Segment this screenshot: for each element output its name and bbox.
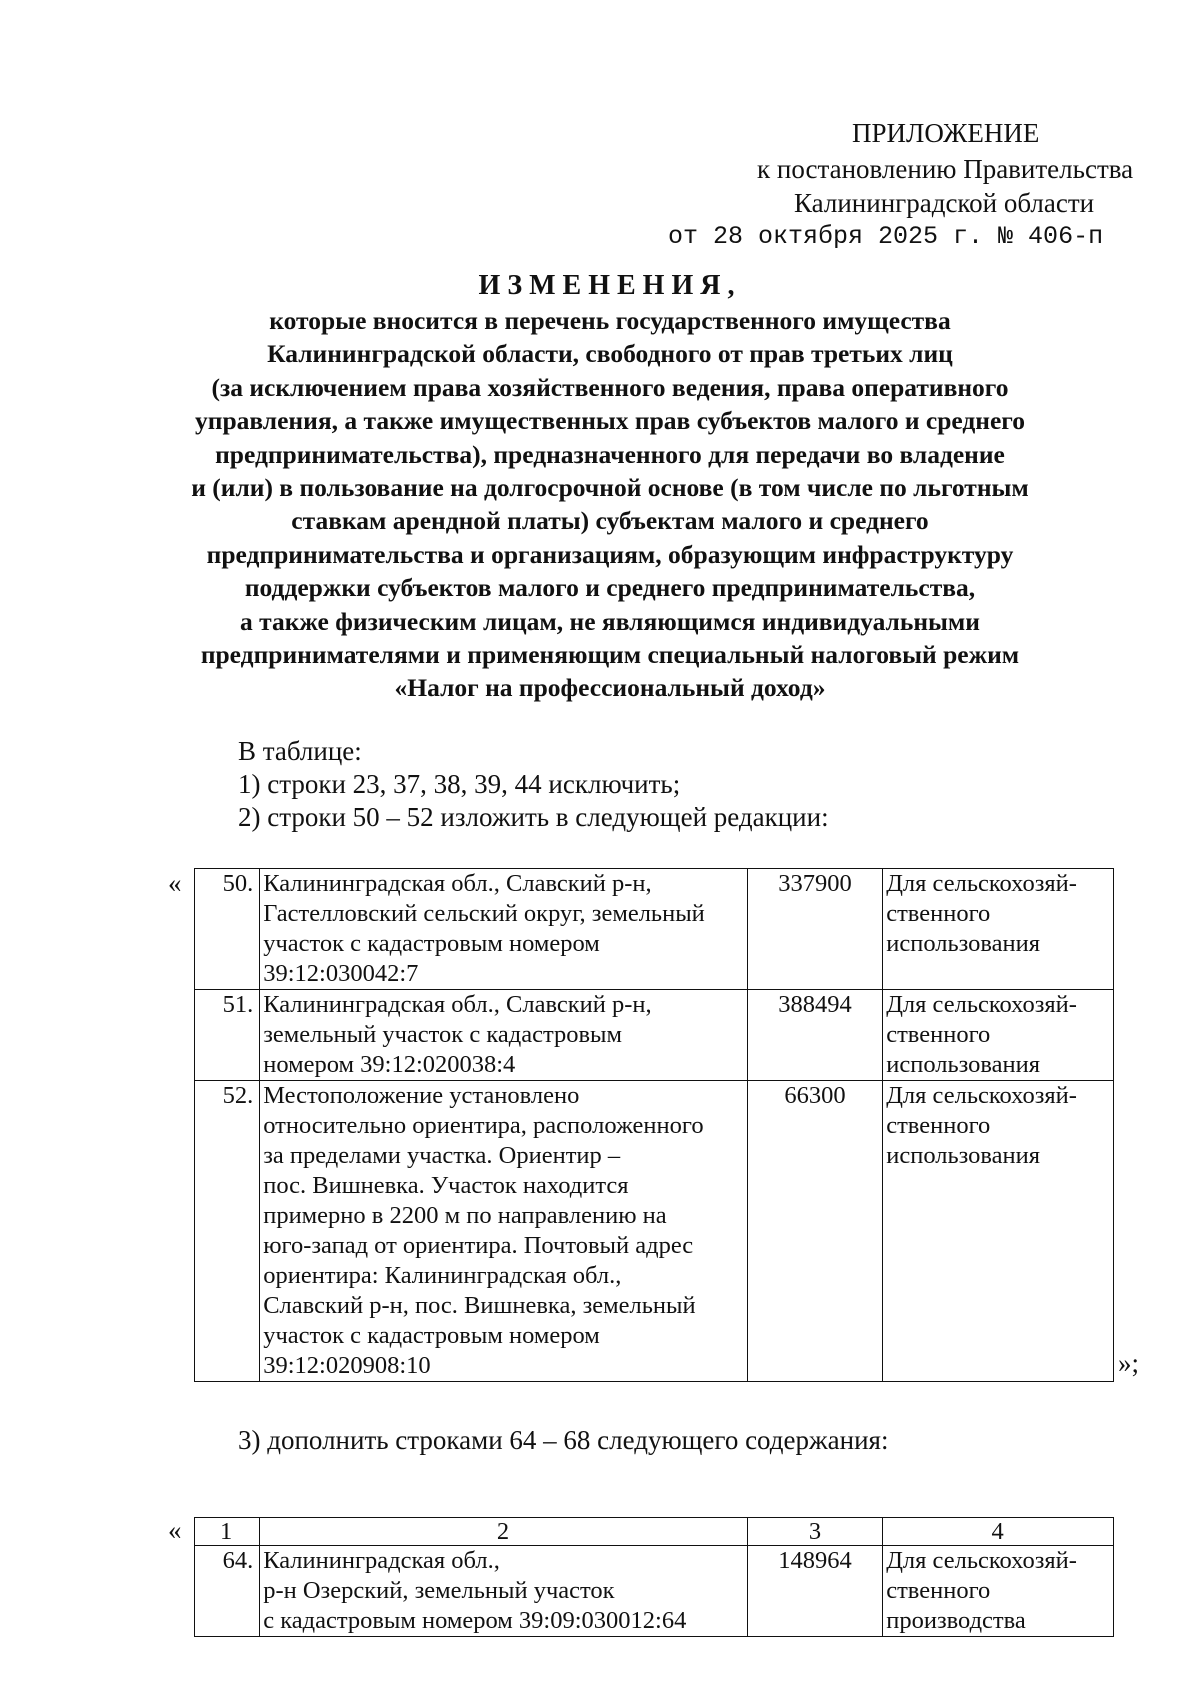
- address-line: Калининградская обл., Славский р-н,: [263, 870, 652, 897]
- purpose-line: ственного: [886, 1577, 991, 1604]
- table-row: [195, 1081, 1114, 1382]
- row-area-text: 66300: [784, 1082, 846, 1109]
- appendix-label: ПРИЛОЖЕНИЕ: [852, 118, 1040, 148]
- address-line: Гастелловский сельский округ, земельный: [263, 900, 705, 927]
- subtitle-line: которые вносится в перечень государственного имущества: [269, 306, 951, 335]
- appendix-line-1: к постановлению Правительства: [757, 154, 1134, 184]
- address-line: примерно в 2200 м по направлению на: [263, 1202, 667, 1229]
- table2-open-quote: «: [168, 1515, 182, 1545]
- address-line: номером 39:12:020038:4: [263, 1051, 516, 1078]
- row-area: [747, 990, 882, 1081]
- subtitle-line: (за исключением права хозяйственного ведения, права оперативного: [211, 372, 1009, 402]
- row-number-text: 64.: [222, 1547, 254, 1574]
- table1-close-quote: »;: [1118, 1348, 1140, 1378]
- document-title: ИЗМЕНЕНИЯ,: [478, 270, 742, 301]
- instruction-step-1: 1) строки 23, 37, 38, 39, 44 исключить;: [238, 769, 681, 799]
- row-number-text: 50.: [222, 870, 254, 897]
- row-area: [747, 1081, 882, 1382]
- instruction-step-3: 3) дополнить строками 64 – 68 следующего содержания:: [238, 1425, 889, 1455]
- address-line: с кадастровым номером 39:09:030012:64: [263, 1607, 687, 1634]
- row-number: [195, 869, 260, 990]
- purpose-line: использования: [886, 1051, 1041, 1078]
- address-line: относительно ориентира, расположенного: [263, 1112, 704, 1139]
- purpose-line: Для сельскохозяй-: [886, 991, 1077, 1018]
- address-line: участок с кадастровым номером: [263, 1322, 600, 1349]
- column-header: 3: [747, 1518, 882, 1546]
- instruction-step-2: 2) строки 50 – 52 изложить в следующей редакции:: [238, 802, 829, 832]
- document-title-block: [150, 268, 1070, 705]
- table1-open-quote: «: [168, 868, 182, 898]
- address-line: участок с кадастровым номером: [263, 930, 600, 957]
- table-rows-64-68: [194, 1517, 1114, 1637]
- row-address: [260, 1546, 748, 1637]
- row-address: [260, 869, 748, 990]
- address-line: р-н Озерский, земельный участок: [263, 1577, 615, 1604]
- table-row: [195, 869, 1114, 990]
- row-purpose: [883, 869, 1114, 990]
- subtitle-line: управления, а также имущественных прав субъектов малого и среднего: [195, 406, 1025, 436]
- row-purpose: [883, 990, 1114, 1081]
- table-header-row: [195, 1518, 1114, 1546]
- purpose-line: Для сельскохозяй-: [886, 1547, 1077, 1574]
- row-area: [747, 1546, 882, 1637]
- address-line: Славский р-н, пос. Вишневка, земельный: [263, 1292, 696, 1319]
- purpose-line: ственного: [886, 1021, 991, 1048]
- address-line: пос. Вишневка. Участок находится: [263, 1172, 629, 1199]
- subtitle-line: предпринимательства и организациям, образующим инфраструктуру: [206, 539, 1014, 569]
- purpose-line: Для сельскохозяй-: [886, 1082, 1077, 1109]
- column-header: 4: [883, 1518, 1114, 1546]
- subtitle-line: а также физическим лицам, не являющимся индивидуальными: [239, 606, 980, 636]
- table-row: [195, 990, 1114, 1081]
- subtitle-line: предпринимателями и применяющим специальный налоговый режим: [200, 640, 1020, 670]
- subtitle-line: и (или) в пользование на долгосрочной основе (в том числе по льготным: [191, 473, 1029, 503]
- subtitle-line: Калининградской области, свободного от прав третьих лиц: [267, 339, 953, 369]
- document-subtitle: [150, 304, 1070, 705]
- instruction-intro: В таблице:: [238, 736, 362, 766]
- address-line: за пределами участка. Ориентир –: [263, 1142, 621, 1169]
- column-header: 2: [260, 1518, 748, 1546]
- row-area-text: 148964: [778, 1547, 852, 1574]
- row-number-text: 51.: [222, 991, 254, 1018]
- row-number: [195, 1546, 260, 1637]
- purpose-line: использования: [886, 930, 1041, 957]
- subtitle-line: предпринимательства), предназначенного для передачи во владение: [215, 439, 1005, 469]
- row-purpose: [883, 1081, 1114, 1382]
- row-number: [195, 1081, 260, 1382]
- appendix-header: [0, 0, 1200, 260]
- row-number: [195, 990, 260, 1081]
- instructions-block: [238, 735, 829, 834]
- column-header: 1: [195, 1518, 260, 1546]
- row-purpose: [883, 1546, 1114, 1637]
- subtitle-line: поддержки субъектов малого и среднего предпринимательства,: [244, 573, 976, 603]
- subtitle-line: ставкам арендной платы) субъектам малого и среднего: [291, 506, 929, 536]
- row-area: [747, 869, 882, 990]
- table-rows-50-52: [194, 868, 1114, 1382]
- address-line: Местоположение установлено: [263, 1082, 580, 1109]
- purpose-line: Для сельскохозяй-: [886, 870, 1077, 897]
- row-number-text: 52.: [222, 1082, 254, 1109]
- subtitle-line: «Налог на профессиональный доход»: [394, 673, 826, 703]
- row-area-text: 388494: [778, 991, 852, 1018]
- address-line: ориентира: Калининградская обл.,: [263, 1262, 622, 1289]
- address-line: Калининградская обл.,: [263, 1547, 500, 1574]
- row-address: [260, 1081, 748, 1382]
- row-area-text: 337900: [778, 870, 852, 897]
- purpose-line: ственного: [886, 900, 991, 927]
- address-line: юго-запад от ориентира. Почтовый адрес: [263, 1232, 694, 1259]
- appendix-line-2: Калининградской области: [794, 188, 1095, 218]
- purpose-line: производства: [886, 1607, 1026, 1634]
- address-line: 39:12:020908:10: [263, 1352, 431, 1379]
- address-line: Калининградская обл., Славский р-н,: [263, 991, 652, 1018]
- row-address: [260, 990, 748, 1081]
- resolution-date-number: от 28 октября 2025 г. № 406-п: [668, 222, 1104, 251]
- address-line: 39:12:030042:7: [263, 960, 419, 987]
- purpose-line: использования: [886, 1142, 1041, 1169]
- table-row: [195, 1546, 1114, 1637]
- purpose-line: ственного: [886, 1112, 991, 1139]
- address-line: земельный участок с кадастровым: [263, 1021, 622, 1048]
